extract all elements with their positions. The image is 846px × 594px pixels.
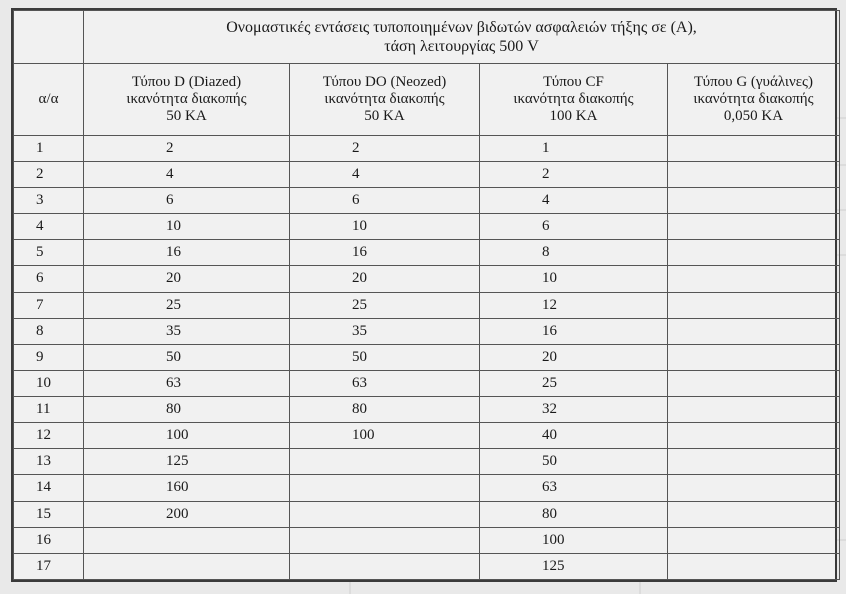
row-index-cell: 11: [14, 397, 84, 423]
type-d-cell: 125: [84, 449, 290, 475]
type-do-cell: 80: [290, 397, 480, 423]
type-d-cell: 63: [84, 370, 290, 396]
header-type-cf-capacity: 100 KA: [549, 107, 598, 124]
header-type-cf-desc: ικανότητα διακοπής: [513, 90, 634, 107]
type-d-cell: 35: [84, 318, 290, 344]
type-cf-cell: 10: [480, 266, 668, 292]
type-do-cell: 50: [290, 344, 480, 370]
type-g-cell: [668, 266, 840, 292]
table-row: [14, 161, 840, 187]
type-g-cell: [668, 135, 840, 161]
type-do-cell: 35: [290, 318, 480, 344]
row-index-cell: 2: [14, 161, 84, 187]
type-d-cell: 80: [84, 397, 290, 423]
row-index-cell: 12: [14, 423, 84, 449]
type-do-cell: 6: [290, 188, 480, 214]
table-row: [14, 527, 840, 553]
type-cf-cell: 2: [480, 161, 668, 187]
header-type-d-desc: ικανότητα διακοπής: [126, 90, 247, 107]
row-index-cell: 5: [14, 240, 84, 266]
type-g-cell: [668, 370, 840, 396]
type-cf-cell: 63: [480, 475, 668, 501]
type-do-cell: [290, 475, 480, 501]
type-do-cell: [290, 527, 480, 553]
type-d-cell: 4: [84, 161, 290, 187]
header-type-g: [668, 63, 840, 135]
row-index-cell: 8: [14, 318, 84, 344]
header-type-cf: [480, 63, 668, 135]
type-cf-cell: 125: [480, 553, 668, 579]
header-type-do: [290, 63, 480, 135]
type-g-cell: [668, 553, 840, 579]
type-d-cell: 50: [84, 344, 290, 370]
row-index-cell: 6: [14, 266, 84, 292]
header-type-do-capacity: 50 KA: [364, 107, 405, 124]
table-row: [14, 344, 840, 370]
row-index-cell: 14: [14, 475, 84, 501]
type-cf-cell: 1: [480, 135, 668, 161]
header-type-do-name: Τύπου DO (Neozed): [322, 73, 447, 90]
type-cf-cell: 40: [480, 423, 668, 449]
header-type-cf-name: Τύπου CF: [543, 73, 604, 90]
row-index-cell: 3: [14, 188, 84, 214]
row-index-cell: 10: [14, 370, 84, 396]
table-row: [14, 188, 840, 214]
table-row: [14, 240, 840, 266]
table-row: [14, 423, 840, 449]
table-row: [14, 135, 840, 161]
header-type-d-name: Τύπου D (Diazed): [131, 73, 242, 90]
type-g-cell: [668, 161, 840, 187]
fuse-ratings-table: [11, 8, 837, 582]
row-index-cell: 7: [14, 292, 84, 318]
table-row: [14, 501, 840, 527]
row-index-cell: 16: [14, 527, 84, 553]
header-type-d-capacity: 50 KA: [166, 107, 207, 124]
type-cf-cell: 80: [480, 501, 668, 527]
table-row: [14, 553, 840, 579]
type-g-cell: [668, 397, 840, 423]
table-row: [14, 292, 840, 318]
type-do-cell: [290, 501, 480, 527]
type-g-cell: [668, 344, 840, 370]
table-row: [14, 318, 840, 344]
type-cf-cell: 16: [480, 318, 668, 344]
row-index-cell: 9: [14, 344, 84, 370]
type-cf-cell: 8: [480, 240, 668, 266]
type-g-cell: [668, 318, 840, 344]
table-row: [14, 449, 840, 475]
type-g-cell: [668, 292, 840, 318]
row-index-cell: 4: [14, 214, 84, 240]
type-d-cell: 25: [84, 292, 290, 318]
table-row: [14, 475, 840, 501]
table-title: [84, 11, 840, 64]
header-type-g-name: Τύπου G (γυάλινες): [694, 73, 813, 90]
header-type-g-desc: ικανότητα διακοπής: [693, 90, 814, 107]
table-row: [14, 266, 840, 292]
type-do-cell: 100: [290, 423, 480, 449]
type-g-cell: [668, 214, 840, 240]
type-d-cell: [84, 553, 290, 579]
table-row: [14, 370, 840, 396]
header-type-g-capacity: 0,050 KA: [723, 107, 784, 124]
type-do-cell: 10: [290, 214, 480, 240]
type-do-cell: 63: [290, 370, 480, 396]
type-d-cell: 6: [84, 188, 290, 214]
type-d-cell: 20: [84, 266, 290, 292]
type-d-cell: 2: [84, 135, 290, 161]
type-d-cell: 100: [84, 423, 290, 449]
type-cf-cell: 12: [480, 292, 668, 318]
type-cf-cell: 20: [480, 344, 668, 370]
header-type-do-desc: ικανότητα διακοπής: [324, 90, 445, 107]
table-title-line-2: τάση λειτουργίας 500 V: [384, 37, 539, 55]
type-do-cell: [290, 449, 480, 475]
type-cf-cell: 32: [480, 397, 668, 423]
type-g-cell: [668, 423, 840, 449]
corner-empty-cell: [14, 11, 84, 64]
row-index-cell: 13: [14, 449, 84, 475]
type-cf-cell: 50: [480, 449, 668, 475]
table-body: [14, 135, 840, 579]
type-d-cell: 160: [84, 475, 290, 501]
type-do-cell: 2: [290, 135, 480, 161]
header-type-d: [84, 63, 290, 135]
type-do-cell: 16: [290, 240, 480, 266]
type-d-cell: 200: [84, 501, 290, 527]
header-index: α/α: [14, 63, 84, 135]
table-row: [14, 214, 840, 240]
table-row: [14, 397, 840, 423]
type-g-cell: [668, 475, 840, 501]
type-cf-cell: 4: [480, 188, 668, 214]
type-g-cell: [668, 188, 840, 214]
type-d-cell: 10: [84, 214, 290, 240]
type-do-cell: 25: [290, 292, 480, 318]
type-do-cell: [290, 553, 480, 579]
type-d-cell: 16: [84, 240, 290, 266]
type-g-cell: [668, 501, 840, 527]
type-do-cell: 20: [290, 266, 480, 292]
row-index-cell: 1: [14, 135, 84, 161]
table-title-line-1: Ονομαστικές εντάσεις τυποποιημένων βιδωτών ασφαλειών τήξης σε (Α),: [226, 18, 697, 36]
type-d-cell: [84, 527, 290, 553]
type-cf-cell: 6: [480, 214, 668, 240]
type-g-cell: [668, 240, 840, 266]
row-index-cell: 15: [14, 501, 84, 527]
type-g-cell: [668, 449, 840, 475]
row-index-cell: 17: [14, 553, 84, 579]
type-cf-cell: 100: [480, 527, 668, 553]
type-cf-cell: 25: [480, 370, 668, 396]
type-do-cell: 4: [290, 161, 480, 187]
type-g-cell: [668, 527, 840, 553]
